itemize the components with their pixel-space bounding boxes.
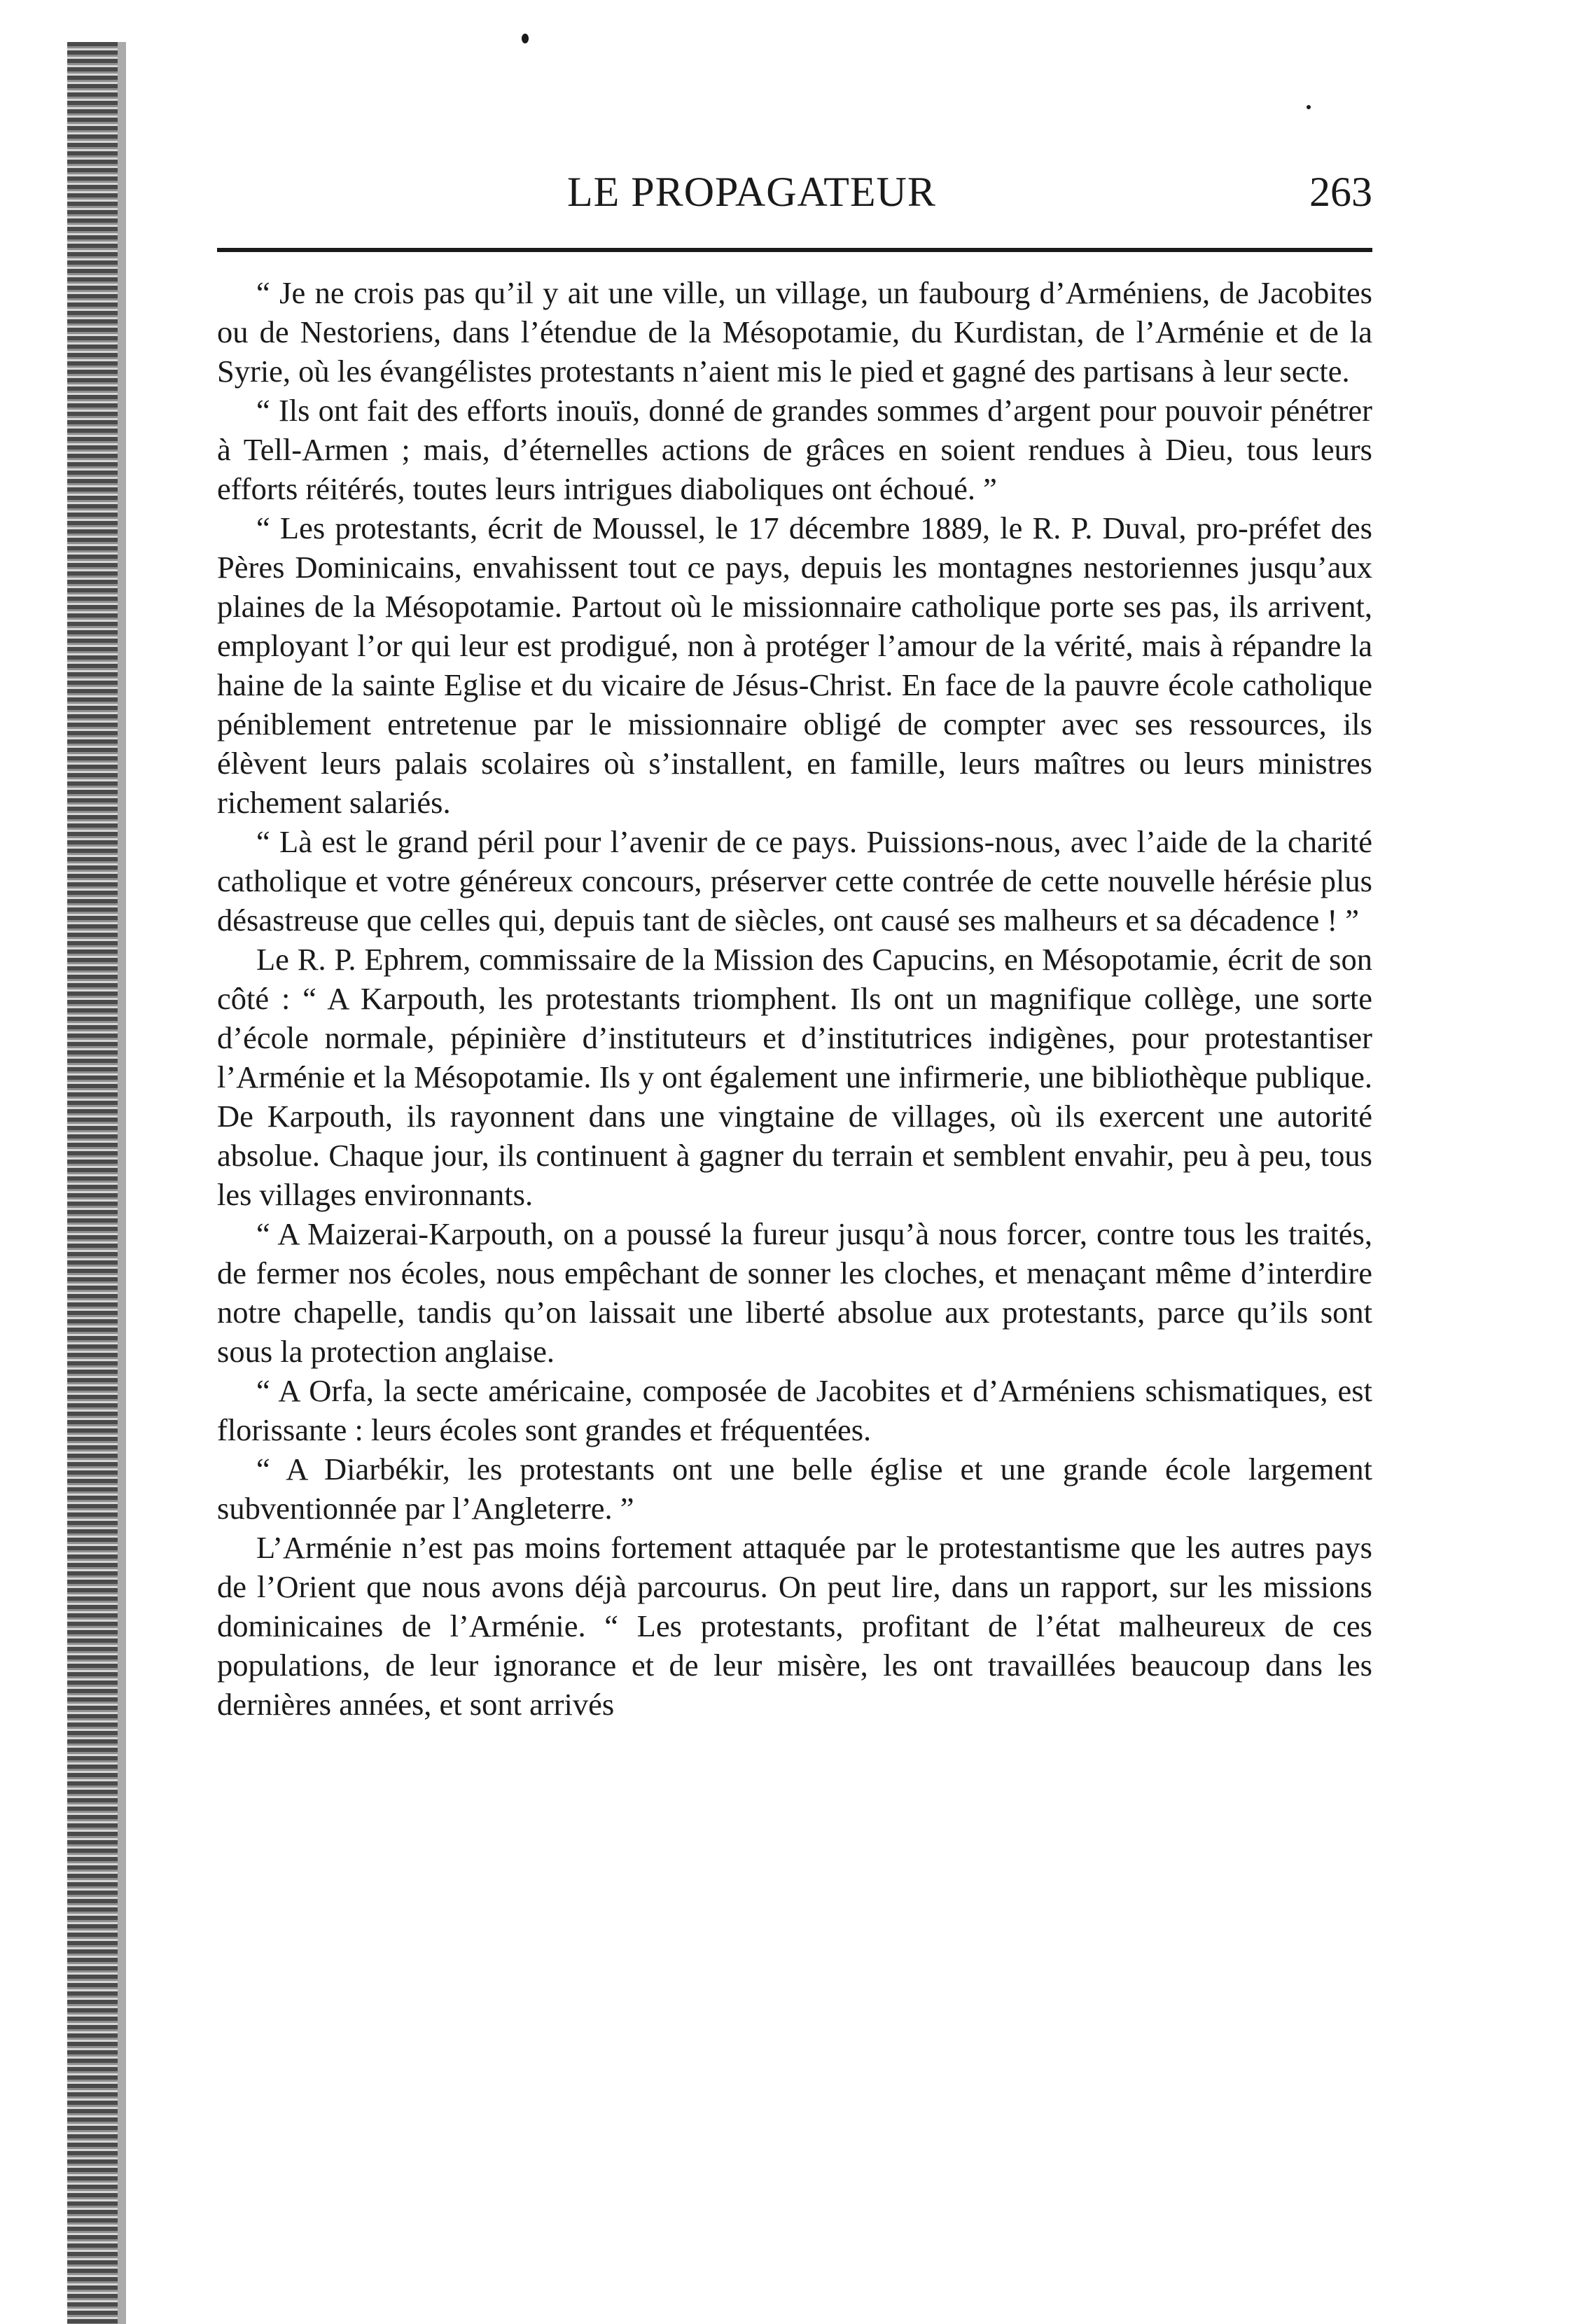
ink-speck: [1307, 105, 1311, 109]
paragraph: “ Là est le grand péril pour l’avenir de ce pays. Puissions-nous, avec l’aide de la charité catholique et votre généreux concours, préserver cette contrée de cette nouvelle hérésie plus désastreuse que celles qui, depuis tant de siècles, ont causé ses malheurs et sa décadence ! ”: [217, 824, 1372, 938]
page-header: [217, 168, 1372, 224]
header-rule: [217, 248, 1372, 252]
paragraph: Le R. P. Ephrem, commissaire de la Mission des Capucins, en Mésopotamie, écrit de son côté : “ A Karpouth, les protestants triomphent. Ils ont un magnifique collège, une sorte d’école normale, pépinière d’instituteurs et d’institutrices indigènes, pour protestantiser l’Arménie et la Mésopotamie. Ils y ont également une infirmerie, une bibliothèque publique. De Karpouth, ils rayonnent dans une vingtaine de villages, où ils exercent une autorité absolue. Chaque jour, ils continuent à gagner du terrain et semblent envahir, peu à peu, tous les villages environnants.: [217, 942, 1372, 1212]
paragraph: “ A Diarbékir, les protestants ont une belle église et une grande école largement subventionnée par l’Angleterre. ”: [217, 1452, 1372, 1526]
paragraph: L’Arménie n’est pas moins fortement attaquée par le protestantisme que les autres pays de l’Orient que nous avons déjà parcourus. On peut lire, dans un rapport, sur les missions dominicaines de l’Arménie. “ Les protestants, profitant de l’état malheureux de ces populations, de leur ignorance et de leur misère, les ont travaillées beaucoup dans les dernières années, et sont arrivés: [217, 1530, 1372, 1722]
ink-speck: [522, 34, 529, 43]
running-title: LE PROPAGATEUR: [567, 169, 936, 215]
text-body: [217, 273, 1372, 2276]
paragraph: “ A Maizerai-Karpouth, on a poussé la fureur jusqu’à nous forcer, contre tous les traités, de fermer nos écoles, nous empêchant de sonner les cloches, et menaçant même d’interdire notre chapelle, tandis qu’on laissait une liberté absolue aux protestants, parce qu’ils sont sous la protection anglaise.: [217, 1216, 1372, 1369]
binding-shadow: [118, 42, 126, 2324]
paragraph: “ Ils ont fait des efforts inouïs, donné de grandes sommes d’argent pour pouvoir pénétrer à Tell-Armen ; mais, d’éternelles actions de grâces en soient rendues à Dieu, tous leurs efforts réitérés, toutes leurs intrigues diaboliques ont échoué. ”: [217, 393, 1372, 506]
page-number: 263: [1309, 169, 1372, 215]
binding-edge: [67, 42, 118, 2324]
paragraph: “ Je ne crois pas qu’il y ait une ville, un village, un faubourg d’Arméniens, de Jacobites ou de Nestoriens, dans l’étendue de la Mésopotamie, du Kurdistan, de l’Arménie et de la Syrie, où les évangélistes protestants n’aient mis le pied et gagné des partisans à leur secte.: [217, 275, 1372, 389]
paragraph: “ Les protestants, écrit de Moussel, le 17 décembre 1889, le R. P. Duval, pro-préfet des Pères Dominicains, envahissent tout ce pays, depuis les montagnes nestoriennes jusqu’aux plaines de la Mésopotamie. Partout où le missionnaire catholique porte ses pas, ils arrivent, employant l’or qui leur est prodigué, non à protéger l’amour de la vérité, mais à répandre la haine de la sainte Eglise et du vicaire de Jésus-Christ. En face de la pauvre école catholique péniblement entretenue par le missionnaire obligé de compter avec ses ressources, ils élèvent leurs palais scolaires où s’installent, en famille, leurs maîtres ou leurs ministres richement salariés.: [217, 510, 1372, 820]
paragraph: “ A Orfa, la secte américaine, composée de Jacobites et d’Arméniens schismatiques, est florissante : leurs écoles sont grandes et fréquentées.: [217, 1373, 1372, 1447]
